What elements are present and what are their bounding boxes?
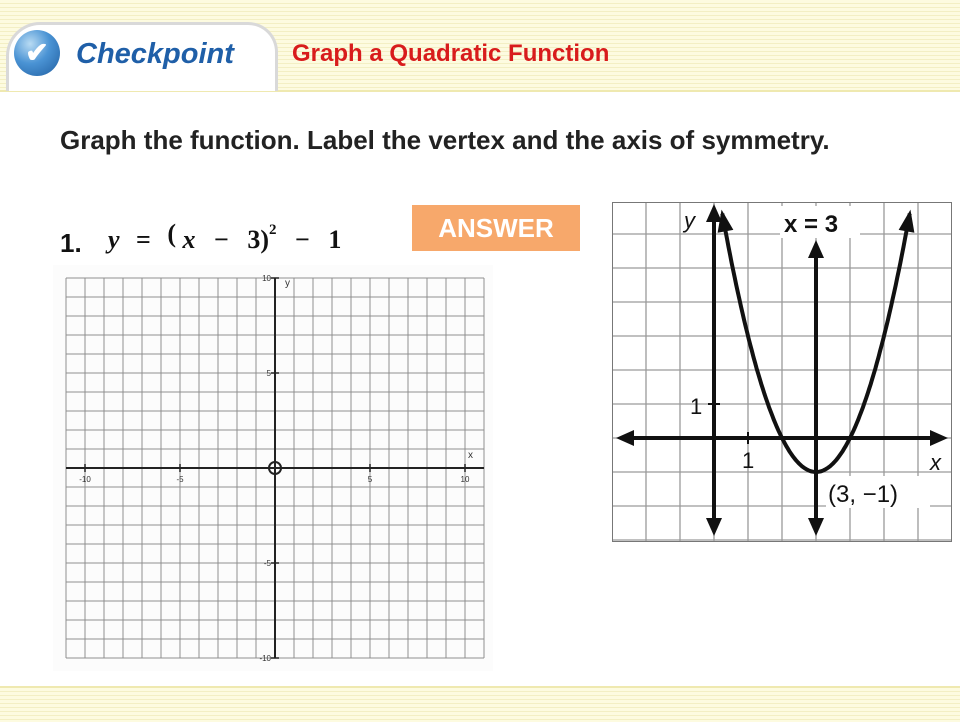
eq-one: 1	[328, 225, 342, 254]
blank-y-axis-label: y	[285, 278, 290, 289]
eq-equals: =	[136, 225, 151, 254]
answer-graph	[612, 202, 952, 542]
lesson-subtitle: Graph a Quadratic Function	[292, 40, 610, 67]
eq-exponent: 2	[269, 222, 277, 239]
eq-minus-1: −	[214, 225, 229, 254]
problem-equation	[108, 219, 342, 255]
x-tick-label: -10	[79, 475, 91, 484]
footer-band	[0, 686, 960, 722]
instructions-text: Graph the function. Label the vertex and the axis of symmetry.	[60, 125, 830, 155]
checkpoint-title: Checkpoint	[76, 38, 234, 70]
answer-y-unit-label: 1	[690, 394, 703, 419]
y-tick-label: 5	[266, 369, 271, 378]
axis-of-symmetry-label: x = 3	[784, 211, 839, 238]
answer-x-unit-label: 1	[742, 448, 755, 473]
answer-x-axis-label: x	[930, 450, 941, 475]
problem-number: 1.	[60, 228, 82, 258]
checkmark-icon: ✔	[14, 30, 60, 76]
blank-coordinate-grid	[53, 265, 493, 671]
eq-minus-2: −	[295, 225, 310, 254]
eq-open-paren: (	[167, 219, 177, 248]
y-tick-label: 10	[262, 274, 271, 283]
y-tick-label: -5	[263, 559, 271, 568]
vertex-label: (3, −1)	[828, 481, 899, 508]
x-tick-label: -5	[176, 475, 184, 484]
answer-label: ANSWER	[412, 205, 580, 251]
x-tick-label: 5	[367, 475, 373, 484]
eq-y: y	[108, 225, 120, 254]
x-tick-label: 10	[460, 475, 470, 484]
answer-y-axis-label: y	[684, 208, 695, 233]
eq-x: x	[182, 225, 196, 254]
eq-three: 3)	[247, 225, 270, 254]
y-tick-label: -10	[259, 654, 271, 663]
blank-x-axis-label: x	[468, 450, 473, 461]
